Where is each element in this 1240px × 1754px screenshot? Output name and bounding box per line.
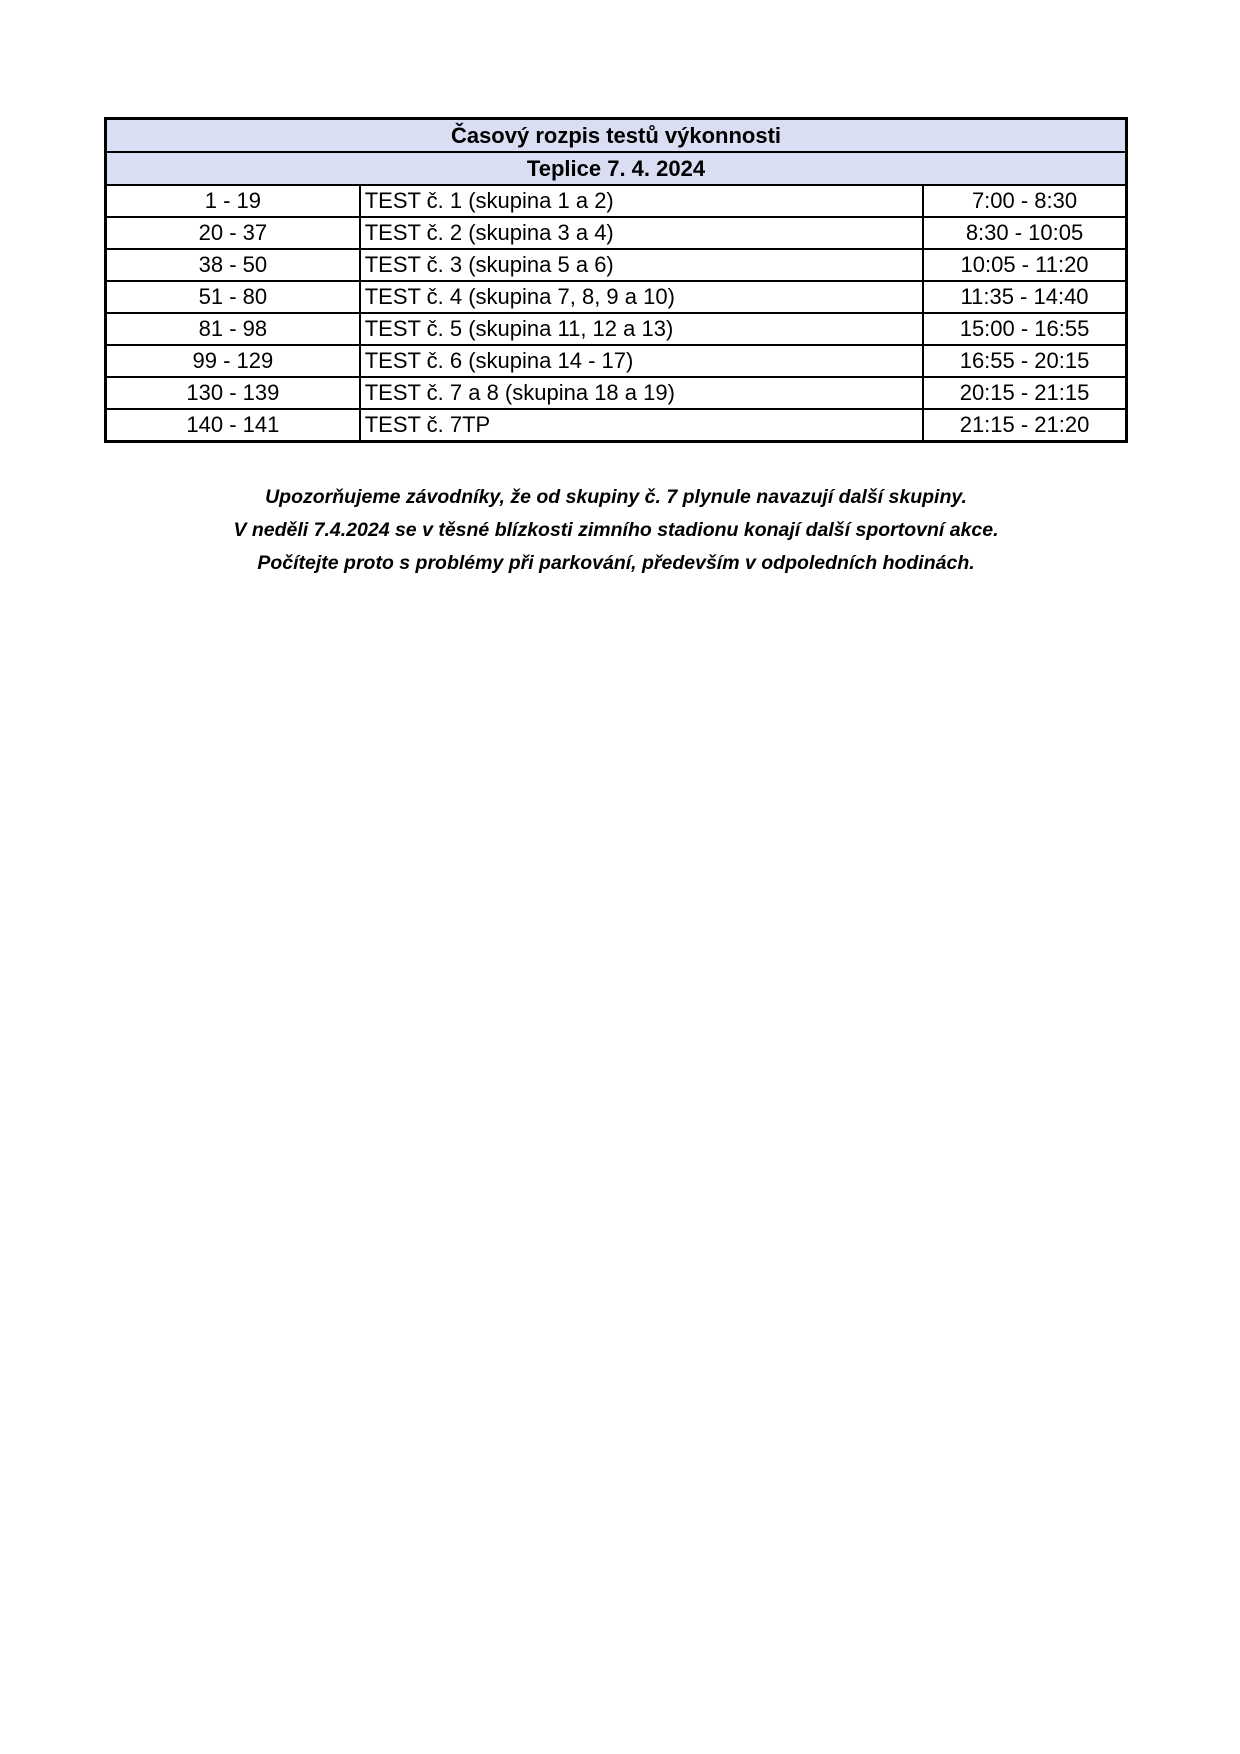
start-number-range: 140 - 141 (106, 409, 360, 442)
time-slot: 16:55 - 20:15 (923, 345, 1126, 377)
table-row (106, 249, 1127, 281)
time-slot: 20:15 - 21:15 (923, 377, 1126, 409)
start-number-range: 38 - 50 (106, 249, 360, 281)
table-subtitle: Teplice 7. 4. 2024 (106, 152, 1127, 185)
start-number-range: 1 - 19 (106, 185, 360, 217)
time-slot: 11:35 - 14:40 (923, 281, 1126, 313)
time-slot: 15:00 - 16:55 (923, 313, 1126, 345)
start-number-range: 51 - 80 (106, 281, 360, 313)
note-parking: Počítejte proto s problémy při parkování, především v odpoledních hodinách. (257, 552, 975, 574)
note-continuous-groups: Upozorňujeme závodníky, že od skupiny č. 7 plynule navazují další skupiny. (265, 486, 967, 508)
table-row (106, 409, 1127, 442)
test-name: TEST č. 4 (skupina 7, 8, 9 a 10) (360, 281, 923, 313)
test-name: TEST č. 3 (skupina 5 a 6) (360, 249, 923, 281)
test-name: TEST č. 7TP (360, 409, 923, 442)
test-name: TEST č. 1 (skupina 1 a 2) (360, 185, 923, 217)
notes-block (104, 481, 1128, 580)
time-slot: 10:05 - 11:20 (923, 249, 1126, 281)
start-number-range: 130 - 139 (106, 377, 360, 409)
test-name: TEST č. 6 (skupina 14 - 17) (360, 345, 923, 377)
time-slot: 7:00 - 8:30 (923, 185, 1126, 217)
start-number-range: 81 - 98 (106, 313, 360, 345)
test-name: TEST č. 2 (skupina 3 a 4) (360, 217, 923, 249)
test-name: TEST č. 5 (skupina 11, 12 a 13) (360, 313, 923, 345)
table-row (106, 217, 1127, 249)
schedule-table (104, 117, 1128, 443)
table-subtitle-row (106, 152, 1127, 185)
table-row (106, 281, 1127, 313)
time-slot: 8:30 - 10:05 (923, 217, 1126, 249)
table-row (106, 377, 1127, 409)
start-number-range: 20 - 37 (106, 217, 360, 249)
table-row (106, 313, 1127, 345)
time-slot: 21:15 - 21:20 (923, 409, 1126, 442)
table-title-row (106, 119, 1127, 153)
start-number-range: 99 - 129 (106, 345, 360, 377)
test-name: TEST č. 7 a 8 (skupina 18 a 19) (360, 377, 923, 409)
note-other-events: V neděli 7.4.2024 se v těsné blízkosti zimního stadionu konají další sportovní akce. (233, 519, 999, 541)
table-row (106, 345, 1127, 377)
table-title: Časový rozpis testů výkonnosti (106, 119, 1127, 153)
table-row (106, 185, 1127, 217)
